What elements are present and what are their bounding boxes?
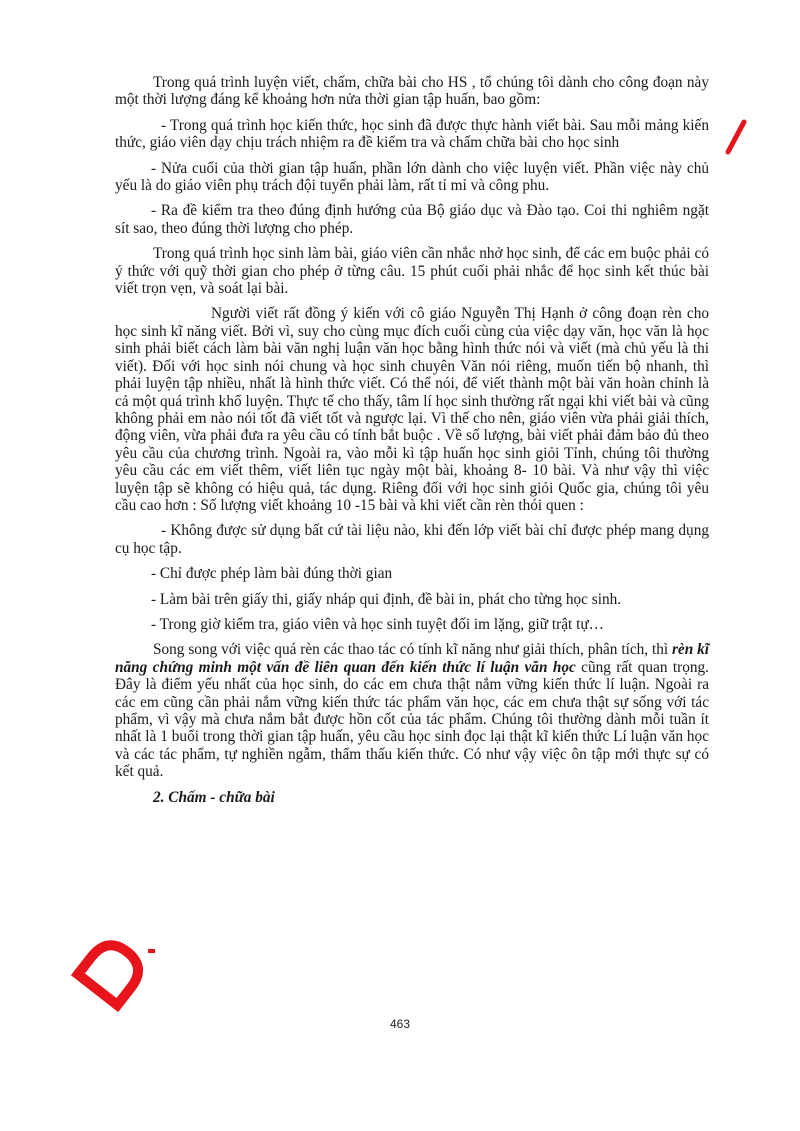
bullet-item: - Nửa cuối của thời gian tập huấn, phần lớn dành cho việc luyện viết. Phần việc này chủ yếu là do giáo viên phụ trách đội tuyển phải làm, rất tỉ mỉ và công phu. — [115, 159, 709, 195]
page-number: 463 — [389, 1017, 411, 1031]
bullet-item: - Trong giờ kiểm tra, giáo viên và học sinh tuyệt đối im lặng, giữ trật tự… — [151, 615, 604, 633]
text-run: cũng rất quan trọng. Đây là điểm yếu nhất của học sinh, do các em chưa thật nắm vững kiến thức lí luận. Ngoài ra các em cũng cần phải nắm vững kiến thức tác phẩm văn học, các em chưa thật sự sống với tác phẩm, vì vậy mà chưa nắm bắt được hồn cốt của tác phẩm. Chúng tôi thường dành mỗi tuần ít nhất là 1 buổi trong thời gian tập huấn, yêu cầu học sinh đọc lại thật kĩ kiến thức Lí luận văn học và các tác phẩm, tự nghiền ngẫm, thẩm thấu kiến thức. Có như vậy việc ôn tập mới thực sự có kết quả. — [115, 658, 709, 781]
paragraph: Người viết rất đồng ý kiến với cô giáo Nguyễn Thị Hạnh ở công đoạn rèn cho học sinh kĩ năng viết. Bởi vì, suy cho cùng mục đích cuối cùng của việc dạy văn, học văn là học sinh phải biết cách làm bài văn nghị luận văn học bằng hình thức nói và viết (mà chủ yếu là thi viết). Đối với học sinh nói chung và học sinh chuyên Văn nói riêng, muốn tiến bộ nhanh, thì phải luyện tập nhiều, nhất là hình thức viết. Có thể nói, để viết thành một bài văn hoàn chỉnh là cả một quá trình khổ luyện. Thực tế cho thấy, tâm lí học sinh thường rất ngại khi viết bài và cũng không phải em nào nói tốt đã viết tốt và ngược lại. Vì thế cho nên, giáo viên vừa phải giải thích, động viên, vừa phải đưa ra yêu cầu có tính bắt buộc . Về số lượng, bài viết phải đảm bảo đủ theo yêu cầu của chương trình. Ngoài ra, vào mỗi kì tập huấn học sinh giỏi Tỉnh, chúng tôi thường yêu cầu các em viết thêm, viết liên tục ngày một bài, khoảng 8- 10 bài. Và như vậy thì việc luyện tập sẽ không có hiệu quả, tác dụng. Riêng đối với học sinh giỏi Quốc gia, chúng tôi yêu cầu cao hơn : Số lượng viết khoảng 10 -15 bài và khi viết cần rèn thói quen : — [115, 305, 709, 514]
document-body — [115, 74, 709, 814]
bullet-item: - Không được sử dụng bất cứ tài liệu nào, khi đến lớp viết bài chỉ được phép mang dụng cụ học tập. — [115, 522, 709, 557]
bullet-item: - Làm bài trên giấy thi, giấy nháp qui định, đề bài in, phát cho từng học sinh. — [151, 590, 622, 608]
section-heading: 2. Chấm - chữa bài — [153, 788, 275, 806]
bullet-item: - Ra đề kiểm tra theo đúng định hướng của Bộ giáo dục và Đào tạo. Coi thi nghiêm ngặt sít sao, theo đúng thời lượng cho phép. — [115, 202, 709, 237]
watermark-letter — [58, 915, 168, 1025]
paragraph: Trong quá trình học sinh làm bài, giáo viên cần nhắc nhở học sinh, để các em buộc phải có ý thức với quỹ thời gian cho phép ở từng câu. 15 phút cuối phải nhắc để học sinh kết thúc bài viết trọn vẹn, và soát lại bài. — [115, 245, 709, 298]
paragraph-final — [115, 641, 709, 780]
emphasized-text: rèn kĩ năng chứng minh một vấn đề liên quan đến kiến thức lí luận văn học — [115, 641, 709, 676]
watermark-stroke-top — [720, 118, 750, 158]
paragraph-intro: Trong quá trình luyện viết, chấm, chữa bài cho HS , tổ chúng tôi dành cho công đoạn này một thời lượng đáng kể khoảng hơn nửa thời gian tập huấn, bao gồm: — [115, 74, 709, 109]
bullet-item: - Trong quá trình học kiến thức, học sinh đã được thực hành viết bài. Sau mỗi mảng kiến thức, giáo viên dạy chịu trách nhiệm ra đề kiểm tra và chấm chữa bài cho học sinh — [115, 116, 709, 152]
text-run: Song song với việc quá rèn các thao tác có tính kĩ năng như giải thích, phân tích, thì — [153, 641, 672, 659]
bullet-item: - Chỉ được phép làm bài đúng thời gian — [151, 565, 393, 583]
